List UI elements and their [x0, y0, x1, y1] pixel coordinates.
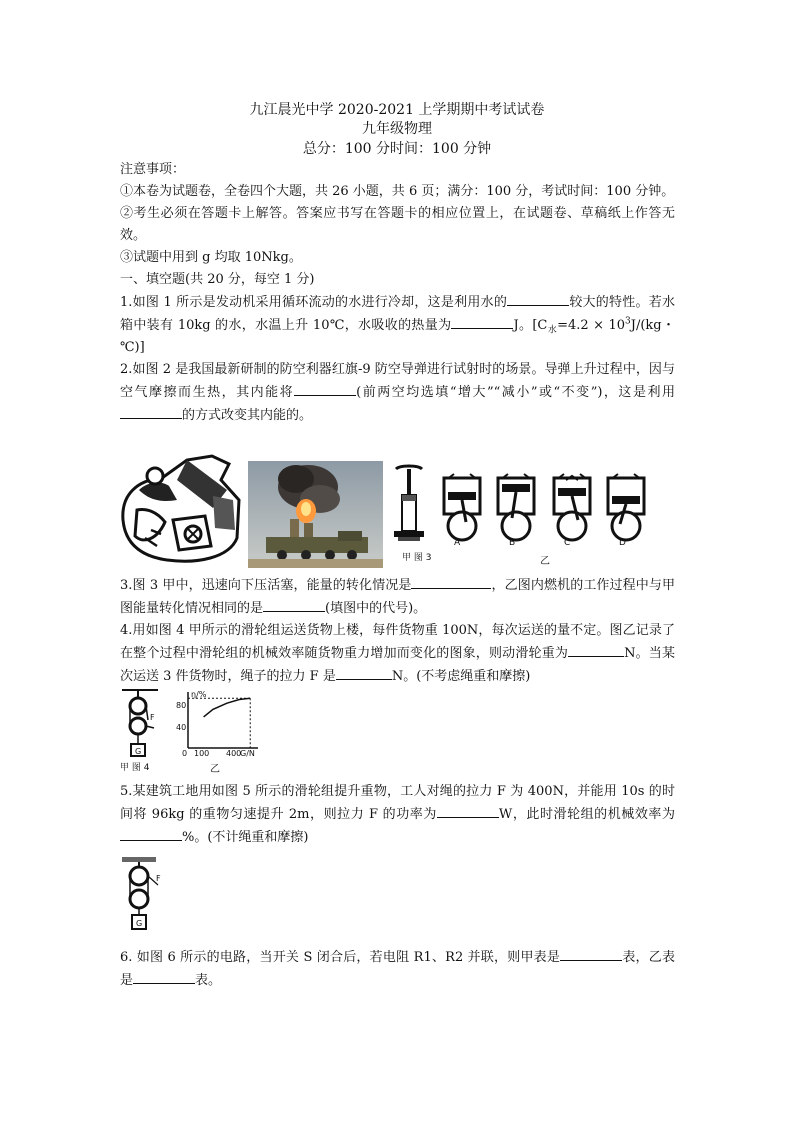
section-1-heading: 一、填空题(共 20 分，每空 1 分): [120, 272, 315, 287]
figure-5-pulley: [120, 855, 164, 933]
answer-blank[interactable]: [507, 291, 569, 306]
answer-blank[interactable]: [294, 381, 356, 396]
chart-x-tick-400: 400: [226, 749, 242, 758]
stroke-c-diagram: [554, 474, 590, 540]
figure-4-yi-caption: 乙: [210, 764, 220, 775]
chart-x-label: G/N: [240, 749, 255, 758]
notes-and-questions-block: [120, 159, 675, 427]
stroke-a-diagram: [444, 474, 480, 540]
figure-5-weight-label: G: [136, 919, 143, 928]
question-6-block: [120, 946, 675, 992]
stroke-label-d: D: [619, 538, 626, 548]
figure-1-engine-illustration: [117, 450, 245, 568]
question-5-block: [120, 781, 675, 849]
answer-blank[interactable]: [411, 574, 491, 589]
questions-3-4-block: [120, 574, 675, 688]
stroke-label-a: A: [454, 538, 461, 548]
figure-4-weight-label: G: [135, 747, 142, 756]
answer-blank[interactable]: [120, 404, 182, 419]
note-2: ②考生必须在答题卡上解答。答案应书写在答题卡的相应位置上，在试题卷、草稿纸上作答无效。: [120, 206, 675, 243]
figure-3-jia-caption: 甲 图 3: [402, 553, 432, 563]
note-1: ①本卷为试题卷，全卷四个大题，共 26 小题，共 6 页；满分：100 分，考试时间：100 分钟。: [120, 184, 675, 199]
question-5: 5.某建筑工地用如图 5 所示的滑轮组提升重物，工人对绳的拉力 F 为 400N，并能用 10s 的时间将 96kg 的重物匀速提升 2m，则拉力 F 的功率为 W，此时滑轮组的机械效率为%。(不计绳重和摩擦): [120, 784, 675, 845]
figure-4-jia-pulley: [118, 688, 178, 760]
chart-efficiency-curve: [204, 698, 251, 717]
figure-4-yi-efficiency-chart: [172, 688, 262, 760]
answer-blank[interactable]: [120, 826, 182, 841]
stroke-label-b: B: [509, 538, 516, 548]
chart-x-tick-0: 0: [182, 749, 188, 758]
answer-blank[interactable]: [133, 969, 195, 984]
answer-blank[interactable]: [560, 946, 622, 961]
chart-y-label: η/%: [191, 690, 207, 699]
exam-title: 九江晨光中学 2020-2021 上学期期中考试试卷: [249, 102, 545, 118]
note-3: ③试题中用到 g 均取 10Nkg。: [120, 250, 302, 265]
notes-heading: 注意事项：: [120, 162, 186, 177]
question-1: 1.如图 1 所示是发动机采用循环流动的水进行冷却，这是利用水的 较大的特性。若水箱中装有 10kg 的水，水温上升 10℃，水吸收的热量为 J。[$C_水=4.2 \times 10^3J/(kg$・℃)]: [120, 291, 675, 359]
exam-subtitle: 九年级物理: [362, 121, 432, 137]
figure-3-jia-syringe: [390, 463, 428, 551]
answer-blank[interactable]: [451, 314, 513, 329]
answer-blank[interactable]: [336, 665, 392, 680]
question-2: 2.如图 2 是我国最新研制的防空利器红旗-9 防空导弹进行试射时的场景。导弹上升过程中，因与空气摩擦而生热，其内能将 (前两空均选填“增大”“减小”或“不变”)，这是利用的方式改变其内能的。: [120, 362, 675, 423]
question-4: 4.用如图 4 甲所示的滑轮组运送货物上楼，每件货物重 100N，每次运送的量不定。图乙记录了在整个过程中滑轮组的机械效率随货物重力增加而变化的图象，则动滑轮重为 N。当某次运送 3 件货物时，绳子的拉力 F 是 N。(不考虑绳重和摩擦): [120, 623, 675, 684]
question-6: 6. 如图 6 所示的电路，当开关 S 闭合后，若电阻 R1、R2 并联，则甲表是 表，乙表是 表。: [120, 946, 675, 992]
answer-blank[interactable]: [263, 597, 325, 612]
exam-score-time: 总分：100 分时间：100 分钟: [302, 141, 492, 157]
chart-x-tick-100: 100: [194, 749, 210, 758]
figure-5-force-label: F: [156, 874, 161, 883]
chart-y-tick-80: 80: [176, 701, 187, 710]
question-3: 3.图 3 甲中，迅速向下压活塞，能量的转化情况是 ，乙图内燃机的工作过程中与甲图能量转化情况相同的是 (填图中的代号)。: [120, 574, 675, 620]
answer-blank[interactable]: [568, 642, 624, 657]
answer-blank[interactable]: [437, 803, 499, 818]
stroke-d-diagram: [608, 474, 644, 540]
figure-3-yi-engine-strokes: [430, 470, 650, 552]
figure-4-force-label: F: [150, 713, 155, 722]
figure-4-jia-caption: 甲 图 4: [120, 763, 150, 773]
stroke-label-c: C: [564, 538, 571, 548]
chart-y-tick-40: 40: [176, 723, 187, 732]
figure-2-missile-launch-photo: [248, 461, 383, 568]
stroke-b-diagram: [498, 474, 534, 540]
figure-3-yi-caption: 乙: [540, 556, 550, 567]
